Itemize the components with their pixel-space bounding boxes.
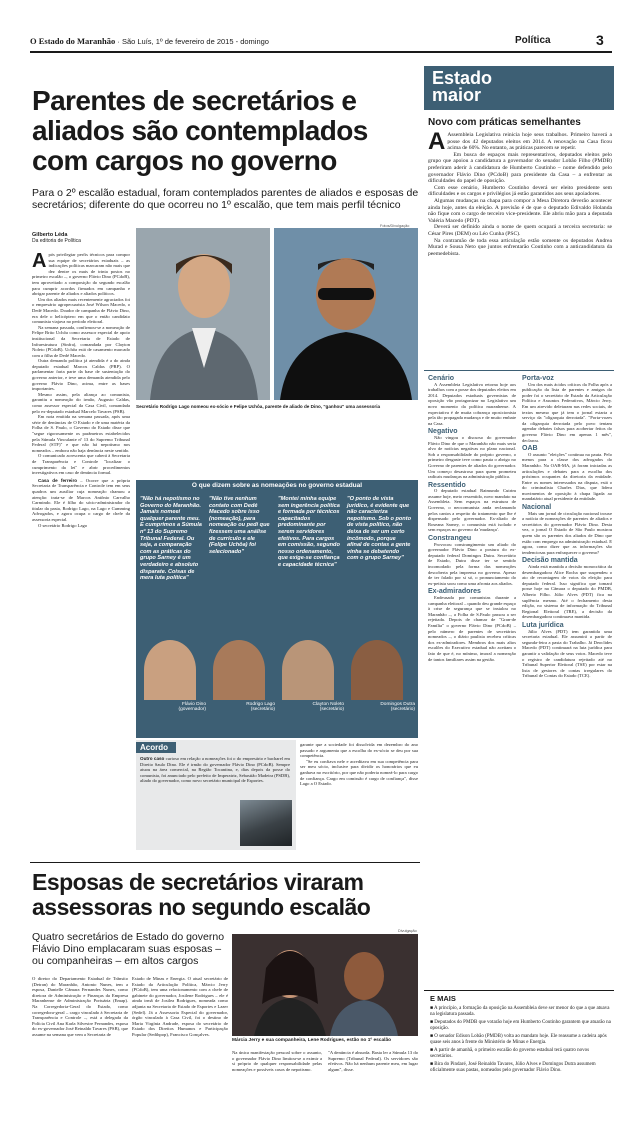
photo-caption: Márcia Jerry e sua companheira, Lene Rodrigues, estão no 1º escalão	[232, 1038, 392, 1043]
list-item: ■ A partir de amanhã, o primeiro escalão do governo estadual terá quatro novos secretários.	[430, 1048, 590, 1059]
section-name: Política	[515, 35, 551, 46]
quote-dino: "Não há nepotismo no Governo do Maranhão. Jamais nomeei qualquer parente meu. E cumprimos a Súmula nº 13 do Supremo Tribunal Federal. Ou seja, a comparação com as práticas do grupo Sarney é um verdadeiro e absoluto disparate. Coisas de mera luta política"	[140, 496, 202, 582]
main-headline: Parentes de secretários e aliados são contemplados com cargos no governo	[32, 85, 368, 176]
person-caption: Clayton Noleto (secretário)	[312, 702, 344, 713]
note: Ex-admiradores Endeusada por comunistas durante a campanha eleitoral – quando deu grande espaço à crise de segurança que se instalou no Maranhão –, a Folha de S.Paulo passou a ser rejeitada. Depois de chamar de "Gran-de Família" o governo Flávio Dino (PCdoB) – pelo número de parentes de secretários nomeados –, o diário paulista recebeu críticas dos ex-admiradores. Membros dos mais altos escalões do Executivo estadual não aceitam o fato de que é, no mínimo, imoral a nomeação de tantos familiares assim na gestão.	[428, 588, 517, 662]
note: Ressentido O deputado estadual Raimundo Cutrim assume hoje, meio ressentido, novo mandato na Assembleia. Sem espaços na estrutura de Governo, o neocomunista anda reclamando pelos cantos a respeito do tratamento que lhe é dispensado pelo governador. Ex-aliado de Roseana Sarney, o comunista está isolado e sem espaços no governo da 'mudança'.	[428, 481, 516, 533]
divider	[30, 862, 420, 863]
person-caption: Flávio Dino (governador)	[178, 702, 206, 713]
sub-column-2: Estado de Minas e Energia. O atual secretário de Estado da Articulação Política, Márcio Jerry (PCdoB), tem uma relacionamento com a chefe de gabinete do governador, Josilene Rodrigues – ele é ainda irmã de Josilea Rodrigues, nomeada como adjunta na Secretaria de Estado de Esportes e Lazer (Sedel). Já a Assessoria Especial do governador, órgão vinculado à Casa Civil, foi o destino de Maria Virgínia Andrade, esposa do secretário de Estado dos Direitos Humanos e Participação Popular (Sedihpop), Francisco Gonçalves.	[132, 976, 228, 1037]
sub-column-1: O diretor do Departamento Estadual de Trânsito (Detran) do Maranhão, Antonio Nunes, tem a esposa, Danielle Câmara Fernandes Nunes, como diretora de Administração e Finanças da Empresa Maranhense de Administração Portuária (Emap). Na Corregedoria-Geral do Estado, como corregedora-geral – cargo vinculado à Secretaria de Transparência e Controle –, está a delegada da Polícia Civil Ana Karla Silvestre Fernandes, esposa do ex-governador José Reinaldo Tavares (PSB), que assume na semana que vem a Secretaria de	[32, 976, 128, 1037]
divider	[424, 370, 614, 371]
portrait-lago	[213, 640, 265, 700]
header-rule	[30, 51, 612, 53]
note: Luta jurídica Júlio Alves (PDT) tem garantida uma secretaria estadual. Ele assumirá a partir de segunda-feira a pasta do Trabalho. Já Deoclides Macedo (PDT) continuará na luta jurídica para garantir a validação de seus votos. Macedo teve o registro de candidatura rejeitado até no Tribunal Superior Eleitoral (TSE) por estar na lista de gestores de contas irregulares do Tribunal de Contas do Estado (TCE).	[522, 621, 612, 679]
photo-couple	[232, 934, 418, 1036]
divider	[424, 990, 614, 991]
note: OAB O assunto "eleições" continua na pauta. Pelo menos para a classe dos advogados do Maranhão. Na OAB-MA, já foram iniciadas as articulações e debates para a escolha dos próximos ocupantes da diretoria da entidade. Entre os nomes interessados na disputa, está o do criminalista Charles Dias, que lidera movimentos de oposição à chapa ligada ao mandatário atual presidente da entidade.	[522, 445, 612, 502]
page-number: 3	[596, 32, 604, 48]
sub-column-3: Na única manifestação pessoal sobre o assunto, o governador Flávio Dino limitou-se a eximir a si próprio de qualquer responsabilidade pelas nomeações e possíveis casos de nepotismo.	[232, 1050, 322, 1072]
quote-lago: "Não tive nenhum contato com Dedé Macedo sobre isso (nomeação), para nomeação ou pedi que fizessem uma análise de currículo e ele (Felipe Uchôa) foi selecionado"	[209, 496, 270, 555]
note: Negativo Não vingou o discurso do governador Flávio Dino de que o Maranhão não mais seria alvo de notícias negativas no plano nacional. Sob a responsabilidade do próprio governo, o primeiro desgaste teve como pauta o abrigo no Governo de parentes de aliados do governador. Um começo desastroso para quem prometeu radicais mudanças na administração pública.	[428, 428, 516, 480]
acordo-photo	[240, 800, 292, 846]
note: Cenário A Assembleia Legislativa retorna hoje aos trabalhos com a posse dos deputados eleitos em 2014. Deputados estaduais governistas de oposição vão protagonizar no Legislativo um novo momento da política maranhense. A expectativa é de muita cobrança oposicionista pela tão propagada mudança e de muito embate na Casa.	[428, 375, 516, 426]
note: Porta-voz Um dos mais ácidos críticos da Folha após a publicação da lista de parentes e amigos do poder foi o secretário de Estado da Articulação Política e Assuntos Federativos, Márcio Jerry. Em um atrevido deletaram nas redes sociais, de textos mesmo que já tem o jornal estaria a serviço da "oligarquia derrotada". "Porta-vozes da oligarquia derrotada pelo povo tentam agendar debates falsos para acobertar feitos do governo Flávio Dino em apenas 1 mês", declarou.	[522, 375, 612, 443]
notes-right-column	[522, 376, 612, 679]
sub-column-4: "A denúncia é absurda. Basta ler a Súmula 13 do Supremo (Tribunal Federal). Os servidores são efetivos. Não há nenhum parente meu, em lugar algum", disse.	[328, 1050, 418, 1072]
masthead: O Estado do Maranhão · São Luís, 1º de fevereiro de 2015 - domingo	[30, 36, 269, 46]
photo-credit: Fotos/Divulgação	[380, 224, 410, 228]
person-silhouette-icon	[232, 934, 418, 1036]
acordo-label: Acordo	[136, 742, 176, 753]
main-column-3: garante que a sociedade foi dissolvida em dezembro do ano passado e argumenta que a escolha do ex-sócio se deu por sua competência. "Se eu confiava nele e acreditava em sua competência para ser meu sócio, inclusive para dividir os honorários que eu ganhava no escritório, por que não poderia nomeá-lo para cargo de confiança. Cargo em comissão é cargo de confiança", disse Lago a O Estado.	[300, 742, 418, 787]
photo-credit: Divulgação	[398, 929, 417, 933]
acordo-text: Outro caso curioso em relação a nomeações foi o do empresário e bacharel em Direito Saulo Dino. Ele é irmão do governador Flávio Dino (PCdoB). Sempre atuou na área comercial, na Região Tocantina, e, dias depois da posse do comunista, foi anunciado pelo prefeito de Imperatriz, Sebastião Madeira (PSDB), aliado do governador, como novo secretário municipal de Esportes.	[140, 756, 290, 784]
quote-noleto: "Montei minha equipe sem ingerência política e formada por técnicos capacitados predominante por serem servidores efetivos. Para cargos em comissão, segundo nosso ordenamento, que exige-se confiança e capacidade técnica"	[278, 496, 340, 568]
photo-dede-macedo	[274, 228, 418, 400]
estado-maior-title: Estado maior	[432, 68, 493, 105]
estado-maior-body: A Assembleia Legislativa reinicia hoje seus trabalhos. Primeiro haverá a posse dos 42 deputados eleitos em 2014. A renovação na Casa ficou acima de 60%. No entanto, as práticas parecem se repetir. Em busca de espaços mais representativos, deputados eleitos pelo grupo que apoiou a candidatura a governador do senador Lobão Filho (PMDB) preferiram aderir à candidatura de Humberto Coutinho – nome defendido pelo governador Flávio Dino (PCdoB) para presidente da Casa – a enfrentar as dificuldades do papel de oposição. Com esse cenário, Humberto Coutinho deverá ser eleito presidente sem dificuldades e os cargos e privilégios já estão garantidos aos seus apoiadores. Algumas mudanças na chapa para compor a Mesa Diretora deverão acontecer ainda hoje, antes da eleição. A previsão é de que o deputado Edivaldo Holanda não fique com o cargo de terceiro vice-presidente. Ele abriu mão para a deputada Valéria Macedo (PDT). Deverá ser definido ainda o nome de quem ocupará a terceira secretaria: se César Pires (DEM) ou Léo Cunha (PSC). Na contramão de toda essa articulação estão somente os deputados Andrea Murad e Sousa Neto que juntos enfrentarão Coutinho com a anticandidatura da peemedebista.	[428, 128, 612, 257]
list-item: ■ Bira do Pindaré, José Reinaldo Tavares, Júlio Alves e Domingos Dutra assumem oficialmente suas pastas, nomeados pelo governador Flávio Dino.	[430, 1062, 596, 1073]
sub-deck: Quatro secretários de Estado do governo Flávio Dino emplacaram suas esposas – ou companheiras – em altos cargos	[32, 931, 225, 967]
byline-desk: Da editoria de Política	[32, 238, 81, 244]
list-item: ■ A princípio, a formação da oposição na Assembleia deve ser menor do que a que atuava na legislatura passada.	[430, 1006, 610, 1017]
person-caption: Domingos Dutra (secretário)	[380, 702, 415, 713]
note: Decisão mantida Ainda está mantida a decisão monocrática da desembargadora Alice Rocha que suspendeu o ato de recontagem de votos da eleição para deputado federal. Isso significa que tomará posse hoje na Câmara o deputado do PMDB, Alberto Filho. Júlio Alves (PDT) fica na suplência mesmo. Até o fechamento desta edição, no sistema de informação do Tribunal Regional Eleitoral (TRE), a decisão da desembargadora continuava mantida.	[522, 557, 612, 620]
photo-felipe-uchoa	[136, 228, 270, 400]
emais-title: E MAIS	[430, 994, 456, 1003]
note: Constrangeu Provocou constrangimento um aliado do governador Flávio Dino a postura do ex-deputado federal Domingos Dutra. Secretário de Estado, Dutra disse ter se sentido incomodado pela forma das nomeações descoberta pela imprensa no governo. Apesar de ter falado por si só, o pronunciamento do ex-petista soou como uma afronta aos aliados.	[428, 535, 516, 586]
list-item: ■ Deputados do PMDB que votarão hoje em Humberto Coutinho garantem que atuarão na oposição.	[430, 1020, 611, 1031]
photo-caption: Secretário Rodrigo Lago nomeou ex-sócio e Felipe Uchôa, parente de aliado de Dino, "ganhou" uma assessoria	[136, 404, 381, 409]
quote-dutra: "O ponto de vista jurídico, é evidente que não caracteriza nepotismo. Sob o ponto de vista político, não deixa de ser um certo incômodo, porque afinal de contas a gente vinha se debatendo com o grupo Sarney"	[347, 496, 412, 562]
main-deck: Para o 2º escalão estadual, foram contemplados parentes de aliados e esposas de secretários; diferente do que ocorreu no 1º escalão, que tem mais perfil técnico	[32, 187, 419, 211]
portrait-dutra	[351, 640, 403, 700]
main-column-1: Após privilegiar perfis técnicos para compor sua equipe de secretários estaduais – as indicações políticas marcaram não mais que dez dentre os mais de trinta postos no primeiro escalão –, o governo Flávio Dino (PCdoB), tem aproveitado a composição do segundo escalão para cumprir acordos firmados em campanha e abrigar parente de aliados e aliados políticos. Um dos aliados mais recentemente agraciados foi o empresário agropecuarista José Wilson Macedo, o Dedé Macedo. Doador de campanha de Flávio Dino, era dele o helicóptero em que o então candidato comunista viajava no período eleitoral. Na semana passada, confirmou-se a nomeação de Felipe Brito Uchôa como assessor especial de apoio institucional da Secretaria de Estado de Infraestrutura (Sinfra), comandada por Clayton Noleto (PCdoB). Uchôa está de casamento marcado com a filha de Dedé Macedo. Outra demanda política já atendida é a do ainda deputado estadual Marcos Caldas (PRP). O parlamentar faria parte da base de sustentação do governo anterior, e teve uma demanda atendida pelo governo Flávio Dino, acima, entre as bases importantes. Mesmo assim, pela aliança ao comunista, garantiu a nomeação do irmão, Augusto Caldas, como assessor especial da Casa Civil, comandada pelo ex-deputado estadual Marcelo Tavares (PSB). Em nota emitida na semana passada, após uma série de denúncias de O Estado e de uma matéria da Folha de S. Paulo, o Governo do Estado disse que "segue rigorosamente os parâmetros estabelecidos pela Súmula Vinculante nº 13 do Supremo Tribunal Federal (STF)" e que não há nepotismo nos nomeados – embora não haja denúncia neste sentido. O comunicado acrescenta que caberá à Secretaria de Transparência e Controle "localizar o cumprimento da lei" e abrir procedimentos investigativos em caso de denúncia formal. Casa de ferreiro – Ocorre que a própria Secretaria de Transparência e Controle tem em seus quadros um auxiliar cuja nomeação chamou a atenção: trata-se de Marcos Antônio Carvalho Carmindo. Ele é filho do sócio-administrador do titular da pasta, Rodrigo Lago, na Lago e Cumming Advogados, e agora ocupa o cargo de chefe da assessoria especial. O secretário Rodrigo Lago	[32, 250, 130, 528]
quotes-title: O que dizem sobre as nomeações no governo estadual	[191, 482, 363, 489]
person-silhouette-icon	[136, 228, 270, 400]
notes-left-column	[428, 376, 516, 662]
person-caption: Rodrigo Lago (secretário)	[246, 702, 275, 713]
emais-list	[430, 1006, 612, 1074]
person-silhouette-icon	[274, 228, 418, 400]
note: Nacional Mais um jornal de circulação nacional trouxe a notícia de nomeações de parentes de aliados e secretários do governador Flávio Dino. Desta vez, o jornal O Estado de São Paulo mostrou quem são os parentes dos aliados de Dino que estão com emprego na administração estadual. E agora, como dizer que as informações são tendenciosas para enfraquecer o governo?	[522, 504, 612, 555]
estado-maior-headline: Novo com práticas semelhantes	[428, 117, 581, 128]
list-item: ■ O senador Edison Lobão (PMDB) volta ao mandato hoje. Ele reassume a cadeira após quase seis anos à frente do Ministério de Minas e Energia.	[430, 1034, 607, 1045]
byline-name: Gilberto Léda	[32, 232, 68, 238]
portrait-noleto	[282, 640, 334, 700]
portrait-dino	[144, 640, 196, 700]
sub-headline: Esposas de secretários viraram assessoras no segundo escalão	[32, 869, 371, 920]
